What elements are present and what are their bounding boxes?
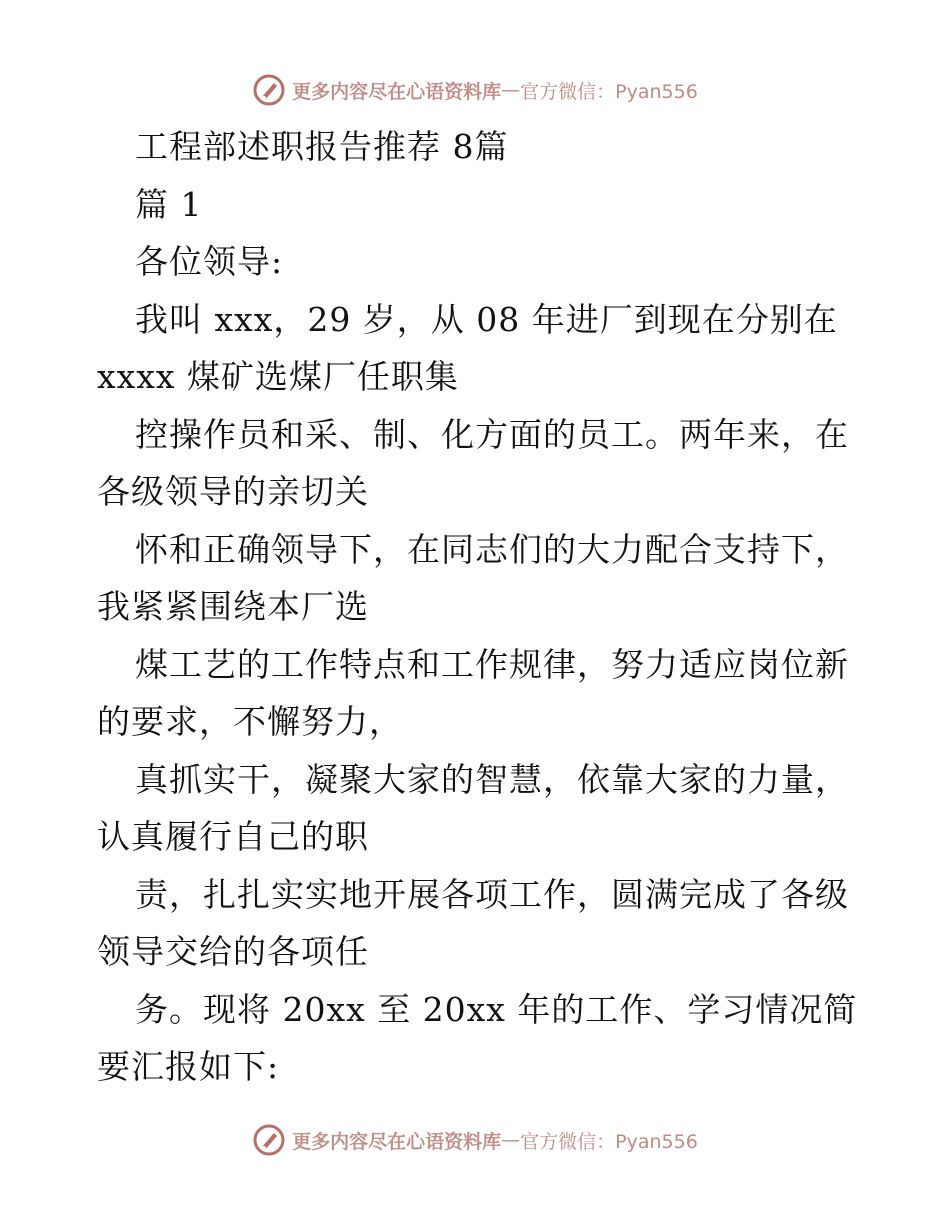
- paragraph-line: 怀和正确领导下，在同志们的大力配合支持下，: [135, 529, 849, 569]
- salutation: 各位领导:: [135, 242, 284, 281]
- header-brand-text: 更多内容尽在心语资料库: [292, 80, 502, 103]
- paragraph-line: 控操作员和采、制、化方面的员工。两年来，在: [135, 414, 849, 454]
- header-dash: —: [501, 79, 521, 101]
- section-heading: 篇 1: [135, 184, 203, 224]
- paragraph-line: 真抓实干，凝聚大家的智慧，依靠大家的力量，: [135, 759, 849, 799]
- paragraph-line: 我紧紧围绕本厂选: [97, 587, 369, 626]
- footer-brand-text: 更多内容尽在心语资料库: [292, 1130, 502, 1153]
- header-banner: [0, 70, 950, 110]
- paragraph-line: 我叫 xxx，29 岁，从 08 年进厂到现在分别在: [135, 299, 838, 339]
- pen-logo-icon: [252, 1123, 286, 1157]
- paragraph-line: 要汇报如下:: [97, 1047, 280, 1086]
- footer-banner: [0, 1120, 950, 1160]
- footer-dash: —: [501, 1129, 521, 1151]
- document-body: [97, 118, 867, 1096]
- paragraph-line: 责，扎扎实实地开展各项工作，圆满完成了各级: [135, 874, 849, 914]
- paragraph-line: 各级领导的亲切关: [97, 472, 369, 511]
- document-title: 工程部述职报告推荐 8篇: [135, 127, 509, 166]
- paragraph-line: 煤工艺的工作特点和工作规律，努力适应岗位新: [135, 644, 849, 684]
- paragraph-line: 认真履行自己的职: [97, 817, 369, 856]
- pen-logo-icon: [252, 73, 286, 107]
- paragraph-line: 务。现将 20xx 至 20xx 年的工作、学习情况简: [135, 989, 858, 1029]
- paragraph-line: xxxx 煤矿选煤厂任职集: [97, 357, 459, 396]
- paragraph-line: 的要求，不懈努力，: [97, 702, 403, 741]
- paragraph-line: 领导交给的各项任: [97, 932, 369, 971]
- footer-wechat-text: 官方微信：Pyan556: [520, 1130, 698, 1153]
- header-wechat-text: 官方微信：Pyan556: [520, 80, 698, 103]
